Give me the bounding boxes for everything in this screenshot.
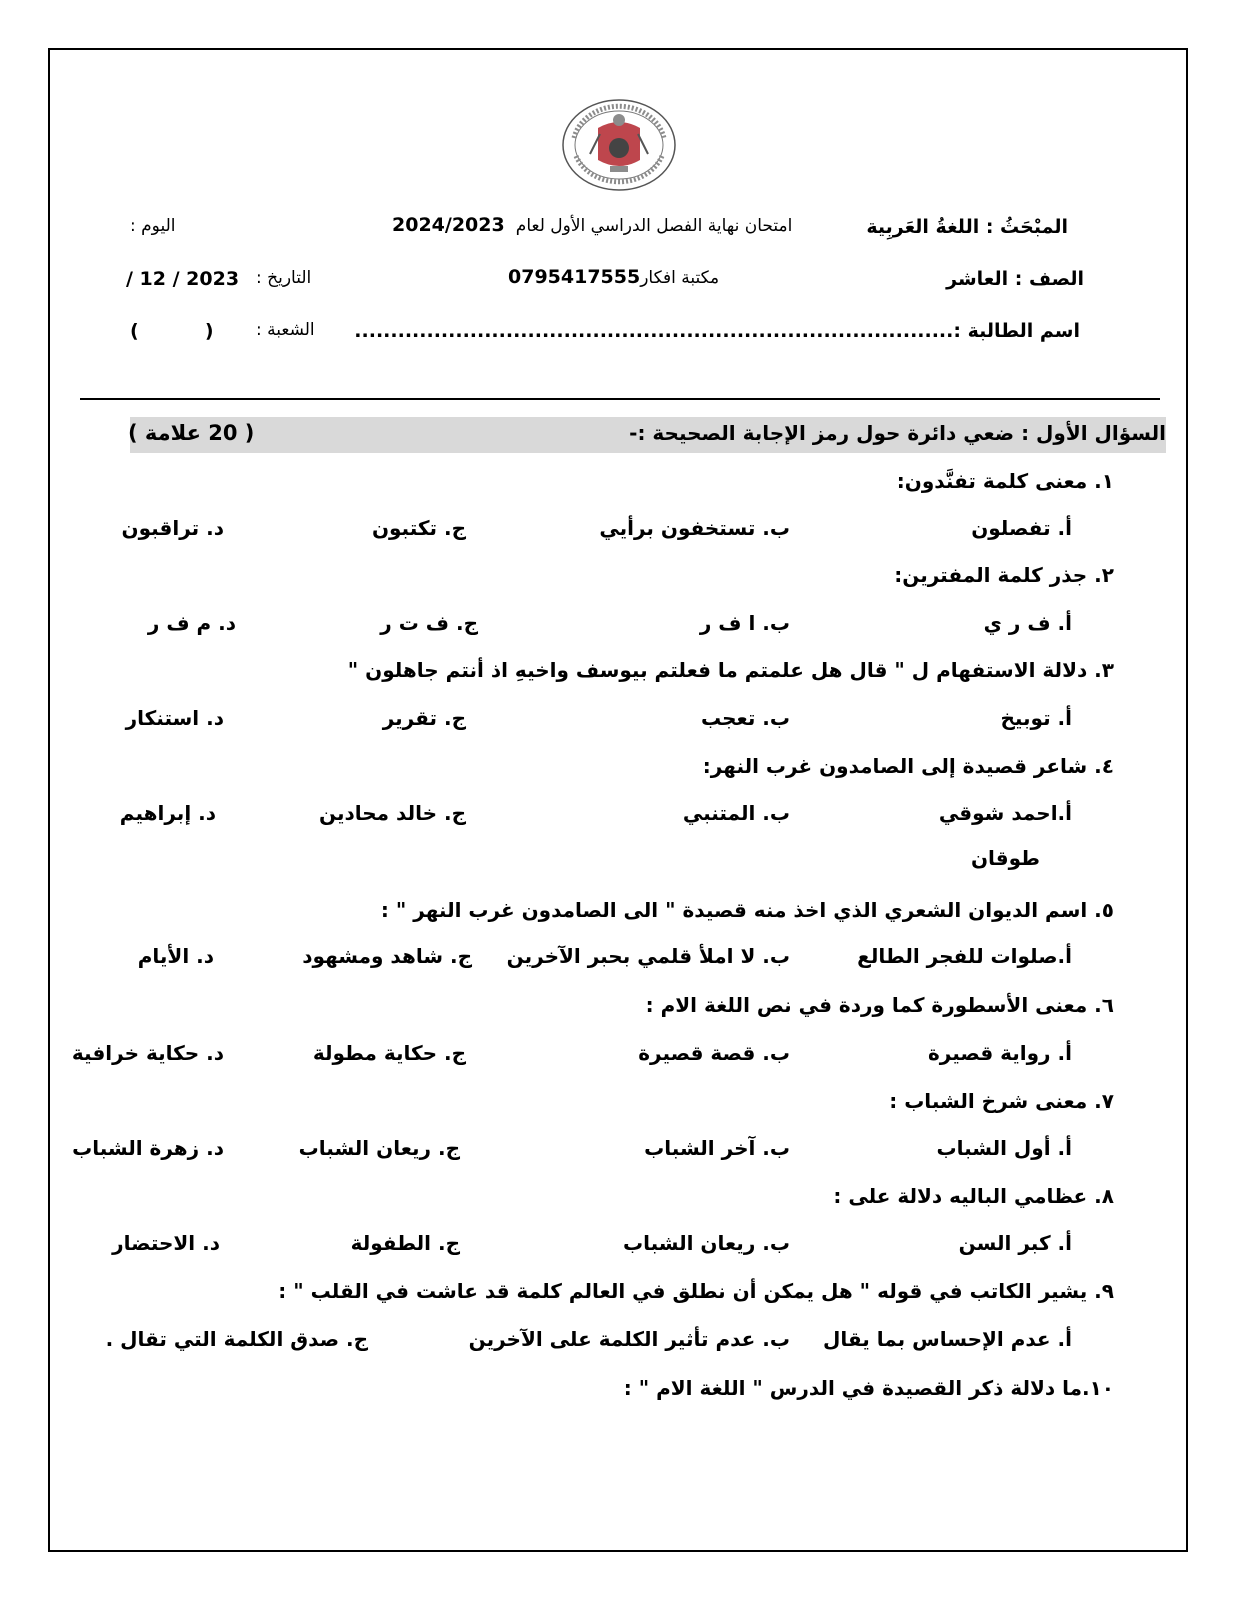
question-stem: ٩. يشير الكاتب في قوله " هل يمكن أن نطلق في العالم كلمة قد عاشت في القلب " : [278, 1279, 1114, 1303]
date-label: التاريخ : [256, 268, 312, 288]
subject-label: المبْحَثُ : اللغةُ العَربِية [866, 216, 1068, 238]
library-name: مكتبة افكار [640, 268, 720, 288]
question-stem: ٧. معنى شرخ الشباب : [889, 1089, 1114, 1113]
option-c[interactable]: ج. شاهد ومشهود [302, 944, 472, 968]
option-b[interactable]: ب. قصة قصيرة [638, 1041, 790, 1065]
header-divider [80, 398, 1160, 400]
option-a[interactable]: أ.احمد شوقي [938, 801, 1072, 825]
option-b[interactable]: ب. آخر الشباب [644, 1136, 790, 1160]
option-d[interactable]: د. الأيام [137, 944, 214, 968]
question-stem: ٤. شاعر قصيدة إلى الصامدون غرب النهر: [702, 754, 1114, 778]
option-b[interactable]: ب. تستخفون برأيي [599, 516, 790, 540]
option-d[interactable]: د. تراقبون [121, 516, 224, 540]
option-a[interactable]: أ. أول الشباب [936, 1136, 1072, 1160]
option-b[interactable]: ب. تعجب [700, 706, 790, 730]
option-a[interactable]: أ. كبر السن [958, 1231, 1072, 1255]
option-a[interactable]: أ. تفصلون [971, 516, 1072, 540]
exam-title-text: امتحان نهاية الفصل الدراسي الأول لعام [515, 216, 793, 236]
option-b[interactable]: ب. ا ف ر [699, 611, 790, 635]
day-label: اليوم : [130, 216, 176, 236]
option-d[interactable]: د. حكاية خرافية [71, 1041, 224, 1065]
date-value: / 12 / 2023 [126, 268, 240, 290]
option-d[interactable]: د. زهرة الشباب [72, 1136, 224, 1160]
option-b[interactable]: ب. عدم تأثير الكلمة على الآخرين [468, 1327, 790, 1351]
option-a-continuation: طوقان [970, 846, 1040, 870]
option-a[interactable]: أ. ف ر ي [983, 611, 1072, 635]
option-c[interactable]: ج. تقرير [382, 706, 466, 730]
grade-label: الصف : العاشر [946, 268, 1084, 290]
library-info [508, 266, 719, 288]
option-b[interactable]: ب. ريعان الشباب [622, 1231, 790, 1255]
question-stem: ٥. اسم الديوان الشعري الذي اخذ منه قصيدة " الى الصامدون غرب النهر " : [380, 898, 1114, 922]
option-a[interactable]: أ. توبيخ [1000, 706, 1072, 730]
option-c[interactable]: ج. حكاية مطولة [312, 1041, 466, 1065]
option-d[interactable]: د. الاحتضار [112, 1231, 220, 1255]
option-c[interactable]: ج. تكتبون [371, 516, 466, 540]
exam-title [392, 214, 822, 236]
option-c[interactable]: ج. خالد محادين [318, 801, 466, 825]
option-b[interactable]: ب. لا املأ قلمي بحبر الآخرين [506, 944, 790, 968]
option-d[interactable]: د. استنكار [125, 706, 224, 730]
option-d[interactable]: د. إبراهيم [119, 801, 216, 825]
question-marks: ( 20 علامة ) [128, 421, 255, 445]
option-a[interactable]: أ. عدم الإحساس بما يقال [823, 1327, 1072, 1351]
library-phone: 0795417555 [508, 266, 641, 288]
question-stem: ١. معنى كلمة تفنَّدون: [896, 469, 1114, 493]
exam-year: 2024/2023 [392, 214, 505, 236]
question-stem: ٢. جذر كلمة المفترين: [894, 563, 1114, 587]
option-c[interactable]: ج. ف ت ر [380, 611, 478, 635]
question-stem: ١٠.ما دلالة ذكر القصيدة في الدرس " اللغة الام " : [623, 1376, 1114, 1400]
option-a[interactable]: أ. رواية قصيرة [927, 1041, 1072, 1065]
option-d[interactable]: د. م ف ر [147, 611, 236, 635]
section-label: الشعبة : [256, 320, 315, 340]
option-c[interactable]: ج. ريعان الشباب [298, 1136, 460, 1160]
ministry-emblem-icon [560, 98, 678, 192]
question-stem: ٨. عظامي الباليه دلالة على : [833, 1184, 1114, 1208]
option-c[interactable]: ج. صدق الكلمة التي تقال . [105, 1327, 368, 1351]
option-b[interactable]: ب. المتنبي [682, 801, 790, 825]
question-title: السؤال الأول : ضعي دائرة حول رمز الإجابة الصحيحة :- [629, 421, 1166, 445]
question-stem: ٣. دلالة الاستفهام ل " قال هل علمتم ما فعلتم بيوسف واخيهِ اذ أنتم جاهلون " [347, 658, 1114, 682]
student-name-field[interactable]: اسم الطالبة :................................................................................... [354, 320, 1080, 342]
option-c[interactable]: ج. الطفولة [350, 1231, 460, 1255]
option-a[interactable]: أ.صلوات للفجر الطالع [857, 944, 1072, 968]
question-stem: ٦. معنى الأسطورة كما وردة في نص اللغة الام : [645, 993, 1114, 1017]
section-field[interactable]: ( ) [130, 320, 214, 342]
